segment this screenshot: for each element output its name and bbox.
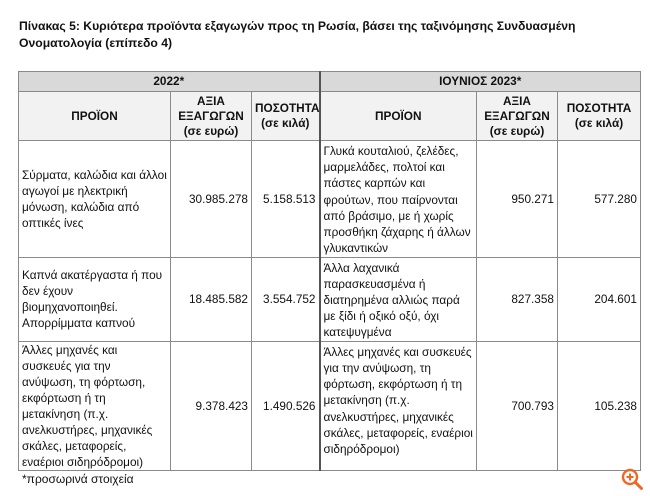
left-value-header: ΑΞΙΑ ΕΞΑΓΩΓΩΝ (σε ευρώ) bbox=[171, 92, 252, 141]
left-quantity-cell: 3.554.752 bbox=[252, 257, 320, 341]
table-row bbox=[19, 141, 641, 258]
period-june-2023-header: ΙΟΥΝΙΟΣ 2023* bbox=[320, 72, 641, 92]
right-value-header: ΑΞΙΑ ΕΞΑΓΩΓΩΝ (σε ευρώ) bbox=[477, 92, 558, 141]
zoom-in-icon[interactable] bbox=[620, 467, 644, 491]
left-quantity-cell: 1.490.526 bbox=[252, 341, 320, 470]
right-quantity-header: ΠΟΣΟΤΗΤΑ (σε κιλά) bbox=[558, 92, 641, 141]
right-product-cell: Άλλα λαχανικά παρασκευασμένα ή διατηρημένα αλλιώς παρά με ξίδι ή οξικό οξύ, όχι κατεψυγμένα bbox=[320, 257, 477, 341]
right-product-cell: Άλλες μηχανές και συσκευές για την ανύψωση, τη φόρτωση, εκφόρτωση ή τη μετακίνηση (π.χ. ανελκυστήρες, μηχανικές σκάλες, μεταφορείς, εναέριοι σιδηρόδρομοι) bbox=[320, 341, 477, 470]
right-quantity-cell: 204.601 bbox=[558, 257, 641, 341]
left-product-cell: Σύρματα, καλώδια και άλλοι αγωγοί με ηλεκτρική μόνωση, καλώδια από οπτικές ίνες bbox=[19, 141, 171, 258]
period-2022-header: 2022* bbox=[19, 72, 320, 92]
right-value-cell: 950.271 bbox=[477, 141, 558, 258]
left-value-cell: 30.985.278 bbox=[171, 141, 252, 258]
period-header-row bbox=[19, 72, 641, 92]
table-row bbox=[19, 257, 641, 341]
column-header-row bbox=[19, 92, 641, 141]
right-quantity-cell: 105.238 bbox=[558, 341, 641, 470]
right-value-cell: 700.793 bbox=[477, 341, 558, 470]
right-product-header: ΠΡΟΪΟΝ bbox=[320, 92, 477, 141]
left-product-cell: Άλλες μηχανές και συσκευές για την ανύψωση, τη φόρτωση, εκφόρτωση ή τη μετακίνηση (π.χ. ανελκυστήρες, μηχανικές σκάλες, μεταφορείς, εναέριοι σιδηρόδρομοι) bbox=[19, 341, 171, 470]
table-row bbox=[19, 341, 641, 470]
left-product-header: ΠΡΟΪΟΝ bbox=[19, 92, 171, 141]
right-product-cell: Γλυκά κουταλιού, ζελέδες, μαρμελάδες, πολτοί και πάστες καρπών και φρούτων, που παίρνονται από βράσιμο, με ή χωρίς προσθήκη ζάχαρης ή άλλων γλυκαντικών bbox=[320, 141, 477, 258]
table-caption: Πίνακας 5: Κυριότερα προϊόντα εξαγωγών προς τη Ρωσία, βάσει της ταξινόμησης Συνδυασμένη Ονοματολογία (επίπεδο 4) bbox=[19, 19, 576, 50]
left-quantity-header: ΠΟΣΟΤΗΤΑ (σε κιλά) bbox=[252, 92, 320, 141]
exports-table bbox=[18, 71, 641, 471]
right-quantity-cell: 577.280 bbox=[558, 141, 641, 258]
left-value-cell: 9.378.423 bbox=[171, 341, 252, 470]
left-quantity-cell: 5.158.513 bbox=[252, 141, 320, 258]
right-value-cell: 827.358 bbox=[477, 257, 558, 341]
left-value-cell: 18.485.582 bbox=[171, 257, 252, 341]
footnote: *προσωρινά στοιχεία bbox=[22, 472, 134, 486]
left-product-cell: Καπνά ακατέργαστα ή που δεν έχουν βιομηχανοποιηθεί. Απορρίμματα καπνού bbox=[19, 257, 171, 341]
